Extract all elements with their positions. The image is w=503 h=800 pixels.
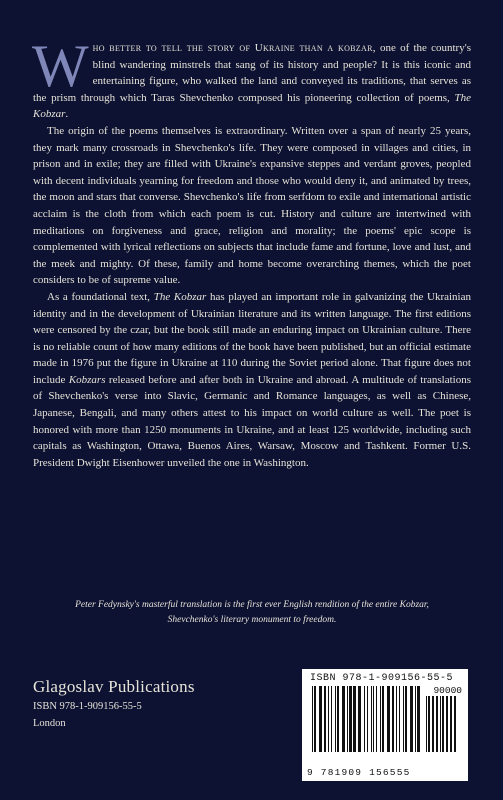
barcode-bar [399, 686, 400, 752]
barcode-addon-bar [436, 696, 438, 752]
barcode-bar [371, 686, 372, 752]
barcode-addon-bar [454, 696, 456, 752]
book-title-italic: The Kobzar [153, 290, 207, 303]
blurb-text [32, 33, 471, 471]
barcode-bar [367, 686, 368, 752]
barcode-bar [353, 686, 356, 752]
barcode-bar [417, 686, 420, 752]
barcode-bar [324, 686, 326, 752]
barcode-bar [331, 686, 332, 752]
barcode-ean-digits: 9 781909 156555 [307, 767, 411, 778]
blurb-paragraph-2: The origin of the poems themselves is extraordinary. Written over a span of nearly 25 years, they mark many crossroads in Shevchenko's life. They were composed in villages and cities, in prison and in exile; they are filled with Ukraine's expansive steppes and verdant groves, peopled with decent individuals yearning for freedom and those who would deny it, and animated by trees, the moon and stars that converse. Shevchenko's life from serfdom to exile and international artistic acclaim is the cloth from which each poem is cut. History and culture are intertwined with meditations on forgiveness and grace, religion and morality; the poems' epic scope is complemented with lyrical reflections on subjects that include fame and fortune, love and lust, and the meek and mighty. Of these, family and home become overarching themes, which the poet considers to be of supreme value. [33, 124, 471, 287]
barcode-addon-digits: 90000 [433, 685, 462, 696]
kobzars-italic: Kobzars [68, 373, 106, 386]
paragraph-1-end: . [65, 108, 69, 121]
barcode-addon-bar [440, 696, 441, 752]
barcode-bar [319, 686, 322, 752]
opening-smallcaps: ho better to tell the story of Ukraine than a kobzar, [92, 42, 376, 54]
publisher-block [33, 676, 195, 732]
barcode-bar [373, 686, 374, 752]
barcode-bar [335, 686, 336, 752]
barcode-bar [403, 686, 404, 752]
barcode-bar [337, 686, 339, 752]
paragraph-3-start: As a foundational text, [47, 290, 154, 303]
blurb-paragraph-1 [32, 33, 471, 123]
publisher-isbn: ISBN 978-1-909156-55-5 [33, 701, 142, 712]
barcode-bar [380, 686, 381, 752]
barcode-addon-bar [442, 696, 444, 752]
blurb-paragraph-3 [33, 289, 471, 472]
barcode-bar [342, 686, 345, 752]
book-title-italic: The Kobzar [33, 91, 471, 121]
barcode-bar [415, 686, 416, 752]
quote-line-1: Peter Fedynsky's masterful translation is the first ever English rendition of the entire Kobzar, [75, 600, 429, 610]
barcode-bar [410, 686, 413, 752]
barcode-bar [376, 686, 377, 752]
barcode-bar [312, 686, 313, 752]
barcode-bar [358, 686, 361, 752]
paragraph-3-middle: has played an important role in galvanizing the Ukrainian identity and in the development of Ukrainian literature and its written language. The first editions were censored by the czar, but the book still made an enduring impact on Ukrainian culture. There is no reliable count of how many editions of the book have been published, but an official estimate made in 1976 put the figure in Ukraine at 110 during the Soviet period alone. That figure does not include [33, 290, 471, 386]
barcode-addon-bar [446, 696, 448, 752]
barcode-bar [382, 686, 384, 752]
barcode-bar [396, 686, 397, 752]
paragraph-1-text: one of the country's blind wandering minstrels that sang of its history and people? It is this iconic and entertaining figure, who walked the land and conveyed its traditions, that serves as the prism through which Taras Shevchenko composed his pioneering collection of poems, [33, 42, 471, 104]
barcode-bar [349, 686, 352, 752]
barcode-bar [364, 686, 365, 752]
barcode-isbn-text: ISBN 978-1-909156-55-5 [310, 673, 454, 684]
barcode-bar [392, 686, 394, 752]
barcode-bar [347, 686, 348, 752]
publisher-name: Glagoslav Publications [33, 677, 195, 696]
barcode-addon-bar [432, 696, 434, 752]
barcode-addon-bar [450, 696, 452, 752]
barcode-bar [314, 686, 316, 752]
barcode-addon-bar [428, 696, 430, 752]
translator-quote [33, 598, 471, 628]
barcode-addon-bar [426, 696, 427, 752]
publisher-city: London [33, 718, 66, 729]
barcode-bar [387, 686, 390, 752]
quote-line-2: Shevchenko's literary monument to freedom. [167, 615, 337, 625]
drop-cap: W [32, 33, 89, 99]
paragraph-3-end: released before and after both in Ukraine and abroad. A multitude of translations of Shevchenko's verse into Slavic, Germanic and Romance languages, as well as Chinese, Japanese, Bengali, and many others attest to his impact on world culture as well. The poet is honored with more than 1250 monuments in Ukraine, and at least 125 worldwide, including such capitals as Washington, Ottawa, Buenos Aires, Warsaw, Moscow and Tashkent. Former U.S. President Dwight Eisenhower unveiled the one in Washington. [33, 373, 471, 469]
barcode-bars-icon [310, 686, 460, 762]
isbn-barcode [302, 669, 468, 781]
barcode-bar [328, 686, 329, 752]
barcode-bar [405, 686, 407, 752]
